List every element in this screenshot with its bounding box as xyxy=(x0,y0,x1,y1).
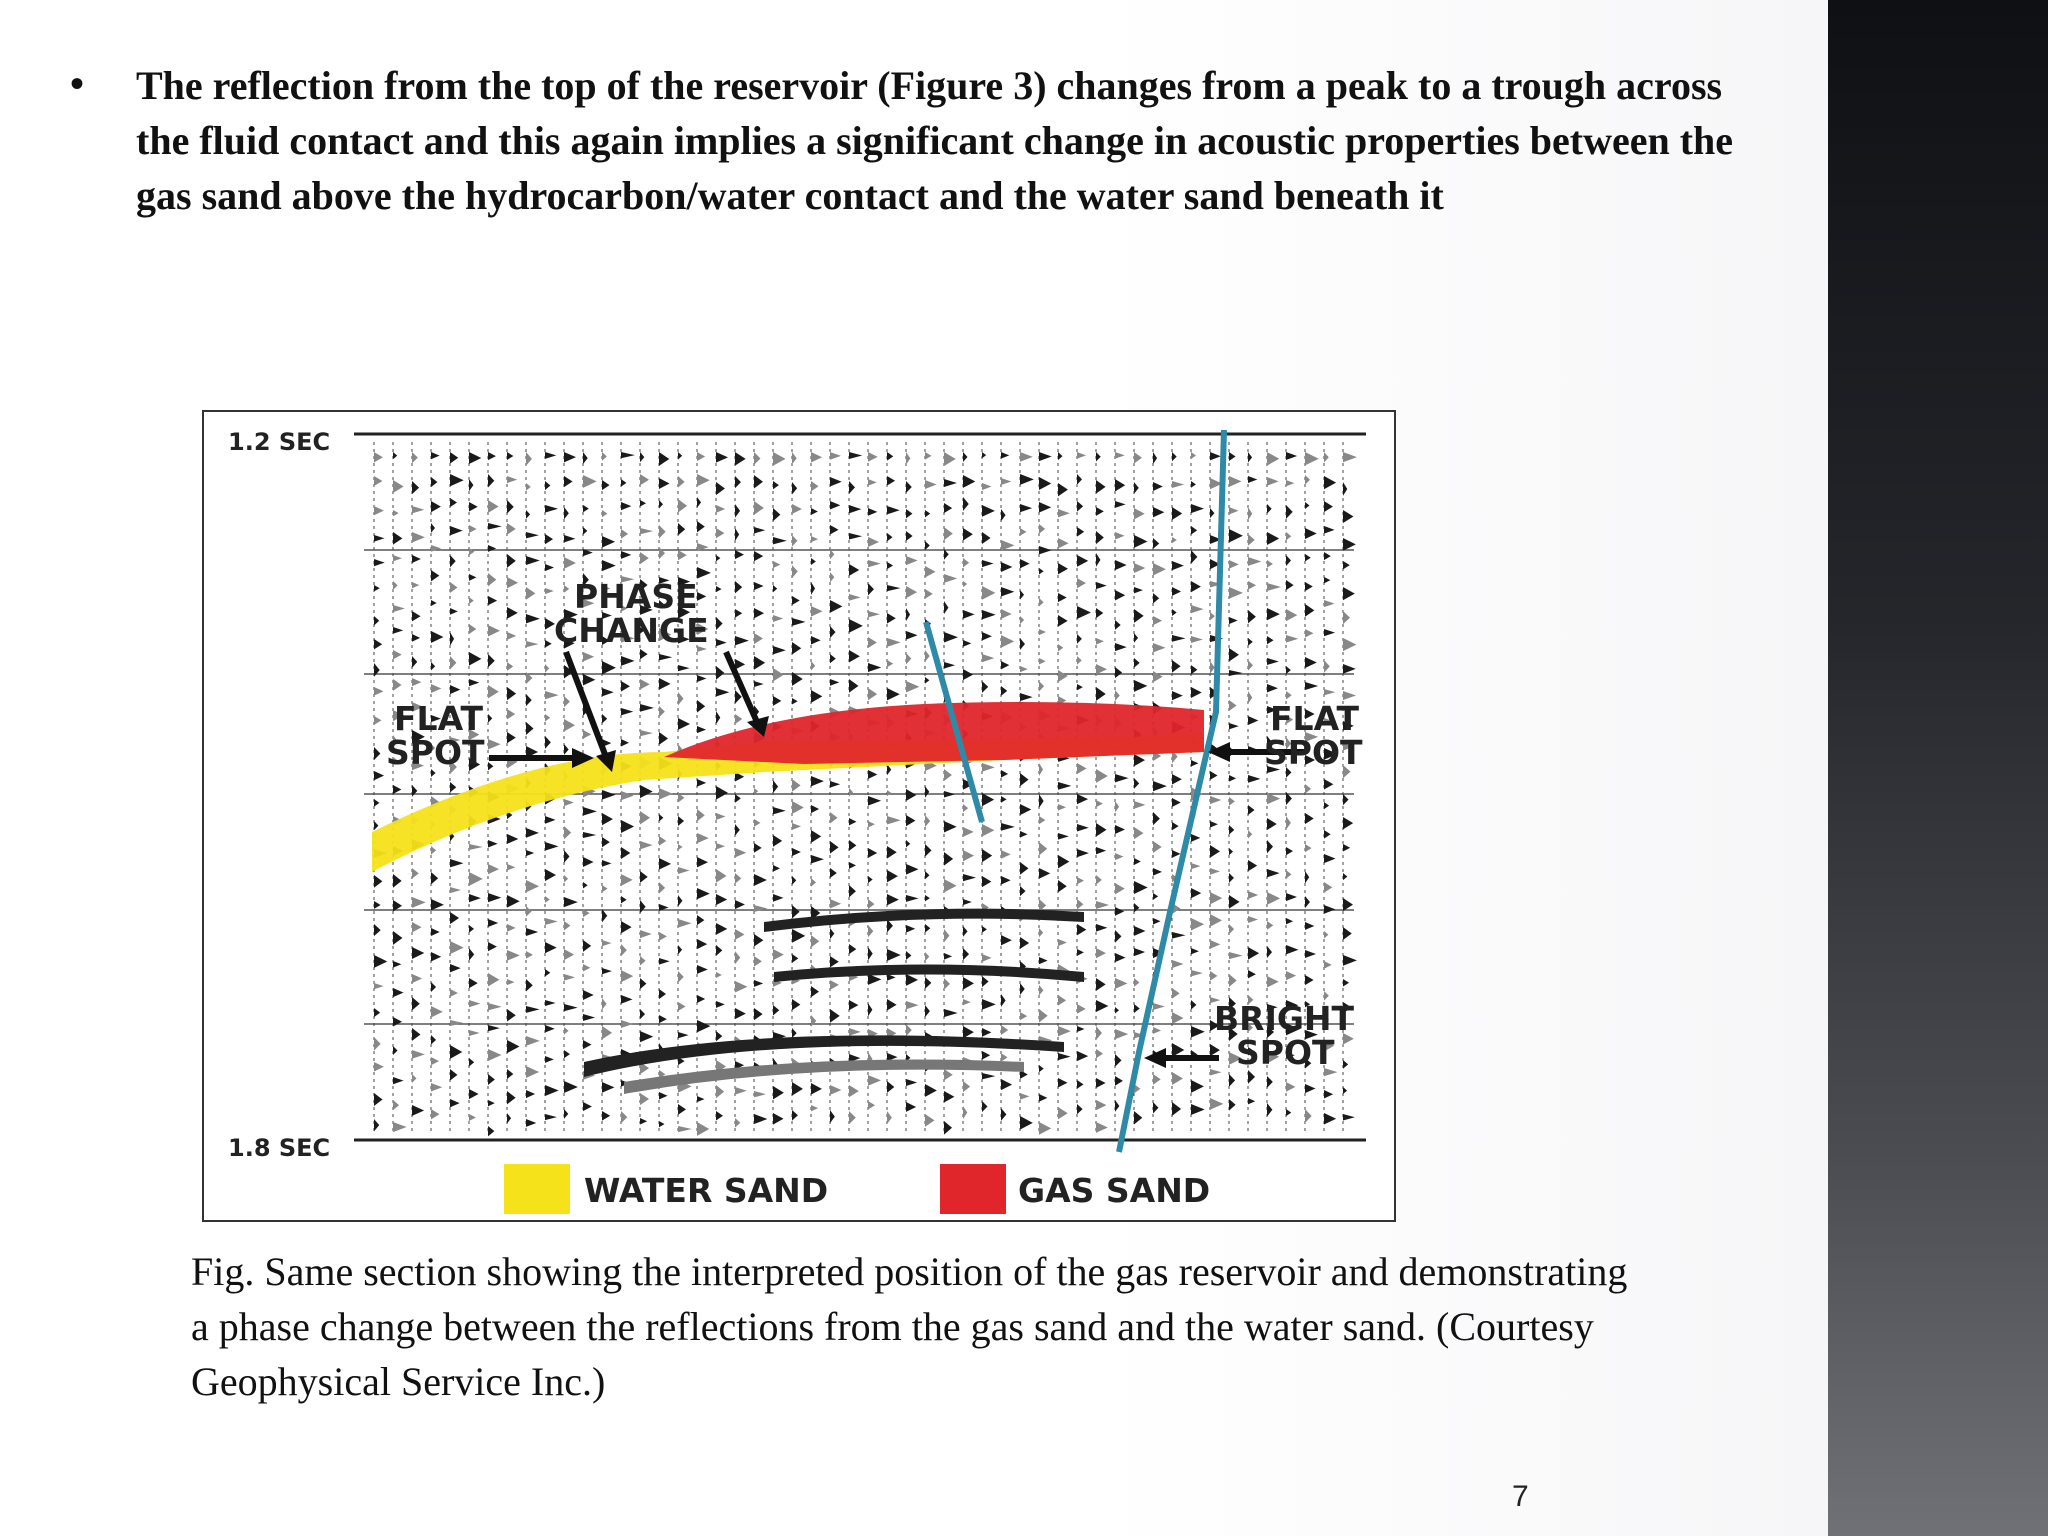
phase-change-label-line1: PHASE xyxy=(574,577,698,616)
legend-water-label: WATER SAND xyxy=(584,1171,829,1210)
seismic-section-figure xyxy=(202,410,1396,1222)
bright-spot-label-line2: SPOT xyxy=(1236,1033,1335,1072)
time-label-top: 1.2 SEC xyxy=(228,428,331,456)
decorative-side-bar xyxy=(1828,0,2048,1536)
legend-water-swatch xyxy=(504,1164,570,1214)
figure-caption: Fig. Same section showing the interpreted position of the gas reservoir and demonstrating a phase change between the reflections from the gas sand and the water sand. (Courtesy Geophysical Service Inc.) xyxy=(191,1249,1628,1404)
bullet-text: The reflection from the top of the reservoir (Figure 3) changes from a peak to a trough across the fluid contact and this again implies a significant change in acoustic properties between the gas sand above the hydrocarbon/water contact and the water sand beneath it xyxy=(136,63,1734,218)
legend-gas-label: GAS SAND xyxy=(1018,1171,1211,1210)
flat-spot-right-label-line1: FLAT xyxy=(1270,699,1360,738)
legend-gas-swatch xyxy=(940,1164,1006,1214)
flat-spot-left-label-line2: SPOT xyxy=(386,733,485,772)
gas-sand-zone xyxy=(664,702,1204,764)
phase-change-label-line2: CHANGE xyxy=(554,611,709,650)
seismic-section-image xyxy=(204,412,1394,1220)
page-number: 7 xyxy=(1512,1480,1529,1513)
bullet-marker: • xyxy=(70,61,85,106)
flat-spot-right-label-line2: SPOT xyxy=(1264,733,1363,772)
bright-spot-label-line1: BRIGHT xyxy=(1214,999,1355,1038)
flat-spot-left-label-line1: FLAT xyxy=(394,699,484,738)
time-label-bottom: 1.8 SEC xyxy=(228,1134,331,1162)
